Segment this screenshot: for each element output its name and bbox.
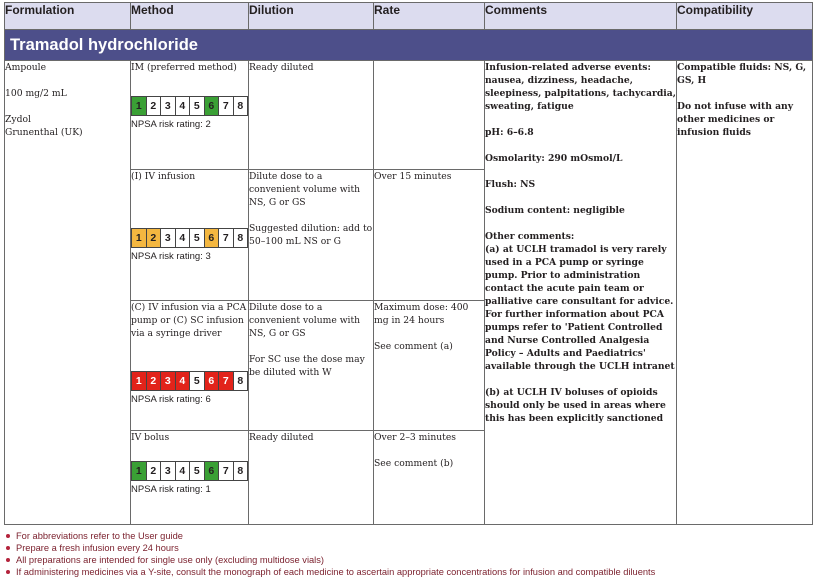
rate-cell	[374, 431, 485, 525]
risk-box: 2	[146, 96, 162, 116]
dilution-cell	[249, 431, 374, 525]
footnotes	[4, 530, 812, 578]
risk-box: 1	[131, 228, 147, 248]
method-cell	[131, 431, 249, 525]
footnote	[4, 566, 812, 578]
footnote	[4, 554, 812, 566]
header-rate: Rate	[374, 3, 485, 30]
header-compatibility: Compatibility	[677, 3, 813, 30]
rate-text: Over 2–3 minutes	[374, 432, 457, 443]
risk-box: 4	[175, 96, 191, 116]
risk-scale	[131, 228, 248, 248]
formulation-type: Ampoule	[5, 62, 47, 73]
dilution-cell	[249, 301, 374, 431]
monograph-table	[4, 2, 813, 525]
comment-other-a: (a) at UCLH tramadol is very rarely used in a PCA pump or syringe pump. Prior to administration contact the acute pain team or palliative care consultant for advice. For further information about PCA pumps refer to 'Patient Controlled and Nurse Controlled Analgesia Policy – Adults and Paediatrics' available through the UCLH intranet	[485, 244, 675, 372]
method-cell	[131, 170, 249, 301]
risk-box: 7	[218, 461, 234, 481]
header-comments: Comments	[485, 3, 677, 30]
risk-box: 4	[175, 371, 191, 391]
comment-osmolarity: Osmolarity: 290 mOsmol/L	[485, 153, 623, 164]
table-row	[5, 61, 813, 170]
rate-cell	[374, 170, 485, 301]
risk-box: 6	[204, 371, 220, 391]
risk-scale	[131, 371, 248, 391]
comment-ph: pH: 6–6.8	[485, 127, 534, 138]
rate-text: See comment (b)	[374, 458, 454, 469]
risk-box: 3	[160, 96, 176, 116]
dilution-text: Suggested dilution: add to 50–100 mL NS or G	[249, 223, 373, 247]
drug-row	[5, 30, 813, 61]
dilution-cell	[249, 61, 374, 170]
comments-cell	[485, 61, 677, 525]
rate-cell	[374, 61, 485, 170]
risk-box: 7	[218, 228, 234, 248]
footnote	[4, 530, 812, 542]
comment-other-title: Other comments:	[485, 231, 575, 242]
risk-box: 8	[233, 461, 249, 481]
dilution-text: Dilute dose to a convenient volume with NS, G or GS	[249, 302, 361, 339]
risk-box: 5	[189, 228, 205, 248]
method-name: IM (preferred method)	[131, 62, 237, 73]
risk-box: 6	[204, 228, 220, 248]
risk-box: 8	[233, 228, 249, 248]
drug-name: Tramadol hydrochloride	[5, 30, 813, 61]
compatibility-warning: Do not infuse with any other medicines or infusion fluids	[677, 101, 794, 138]
risk-box: 7	[218, 96, 234, 116]
risk-scale	[131, 96, 248, 116]
risk-box: 2	[146, 461, 162, 481]
footnote-text: If administering medicines via a Y-site, consult the monograph of each medicine to ascertain appropriate concentrations for infusion and compatible diluents	[16, 567, 656, 577]
header-method: Method	[131, 3, 249, 30]
formulation-manufacturer: Grunenthal (UK)	[5, 127, 83, 138]
risk-box: 5	[189, 96, 205, 116]
bullet-icon	[6, 546, 10, 550]
risk-rating-label: NPSA risk rating: 1	[131, 484, 211, 495]
risk-box: 2	[146, 228, 162, 248]
bullet-icon	[6, 534, 10, 538]
dilution-text: Dilute dose to a convenient volume with NS, G or GS	[249, 171, 361, 208]
rate-text: Maximum dose: 400 mg in 24 hours	[374, 302, 469, 326]
risk-box: 7	[218, 371, 234, 391]
header-row	[5, 3, 813, 30]
dilution-text: For SC use the dose may be diluted with W	[249, 354, 365, 378]
rate-text: See comment (a)	[374, 341, 453, 352]
risk-box: 3	[160, 228, 176, 248]
risk-box: 2	[146, 371, 162, 391]
dilution-cell	[249, 170, 374, 301]
rate-cell	[374, 301, 485, 431]
comment-sodium: Sodium content: negligible	[485, 205, 625, 216]
bullet-icon	[6, 570, 10, 574]
risk-box: 3	[160, 461, 176, 481]
risk-box: 8	[233, 371, 249, 391]
method-name: (I) IV infusion	[131, 171, 196, 182]
comment-other-b: (b) at UCLH IV boluses of opioids should only be used in areas where this has been explicitly sanctioned	[485, 387, 666, 424]
rate-text: Over 15 minutes	[374, 171, 452, 182]
method-name: (C) IV infusion via a PCA pump or (C) SC infusion via a syringe driver	[131, 302, 247, 339]
compatible-fluids: Compatible fluids: NS, G, GS, H	[677, 62, 807, 86]
risk-box: 1	[131, 96, 147, 116]
formulation-strength: 100 mg/2 mL	[5, 88, 67, 99]
risk-rating-label: NPSA risk rating: 2	[131, 119, 211, 130]
footnote-text: For abbreviations refer to the User guide	[16, 531, 183, 541]
risk-box: 8	[233, 96, 249, 116]
risk-box: 5	[189, 461, 205, 481]
formulation-brand: Zydol	[5, 114, 31, 125]
method-cell	[131, 61, 249, 170]
bullet-icon	[6, 558, 10, 562]
compatibility-cell	[677, 61, 813, 525]
risk-box: 5	[189, 371, 205, 391]
risk-box: 3	[160, 371, 176, 391]
header-formulation: Formulation	[5, 3, 131, 30]
footnote-text: Prepare a fresh infusion every 24 hours	[16, 543, 179, 553]
risk-box: 6	[204, 461, 220, 481]
risk-box: 1	[131, 371, 147, 391]
risk-box: 6	[204, 96, 220, 116]
header-dilution: Dilution	[249, 3, 374, 30]
dilution-text: Ready diluted	[249, 62, 314, 73]
risk-rating-label: NPSA risk rating: 3	[131, 251, 211, 262]
method-cell	[131, 301, 249, 431]
risk-box: 1	[131, 461, 147, 481]
formulation-cell	[5, 61, 131, 525]
comment-adverse-events: Infusion-related adverse events: nausea, dizziness, headache, sleepiness, palpitations, tachycardia, sweating, fatigue	[485, 62, 676, 112]
footnote-text: All preparations are intended for single use only (excluding multidose vials)	[16, 555, 324, 565]
risk-box: 4	[175, 461, 191, 481]
method-name: IV bolus	[131, 432, 170, 443]
risk-scale	[131, 461, 248, 481]
dilution-text: Ready diluted	[249, 432, 314, 443]
comment-flush: Flush: NS	[485, 179, 536, 190]
footnote	[4, 542, 812, 554]
risk-box: 4	[175, 228, 191, 248]
risk-rating-label: NPSA risk rating: 6	[131, 394, 211, 405]
